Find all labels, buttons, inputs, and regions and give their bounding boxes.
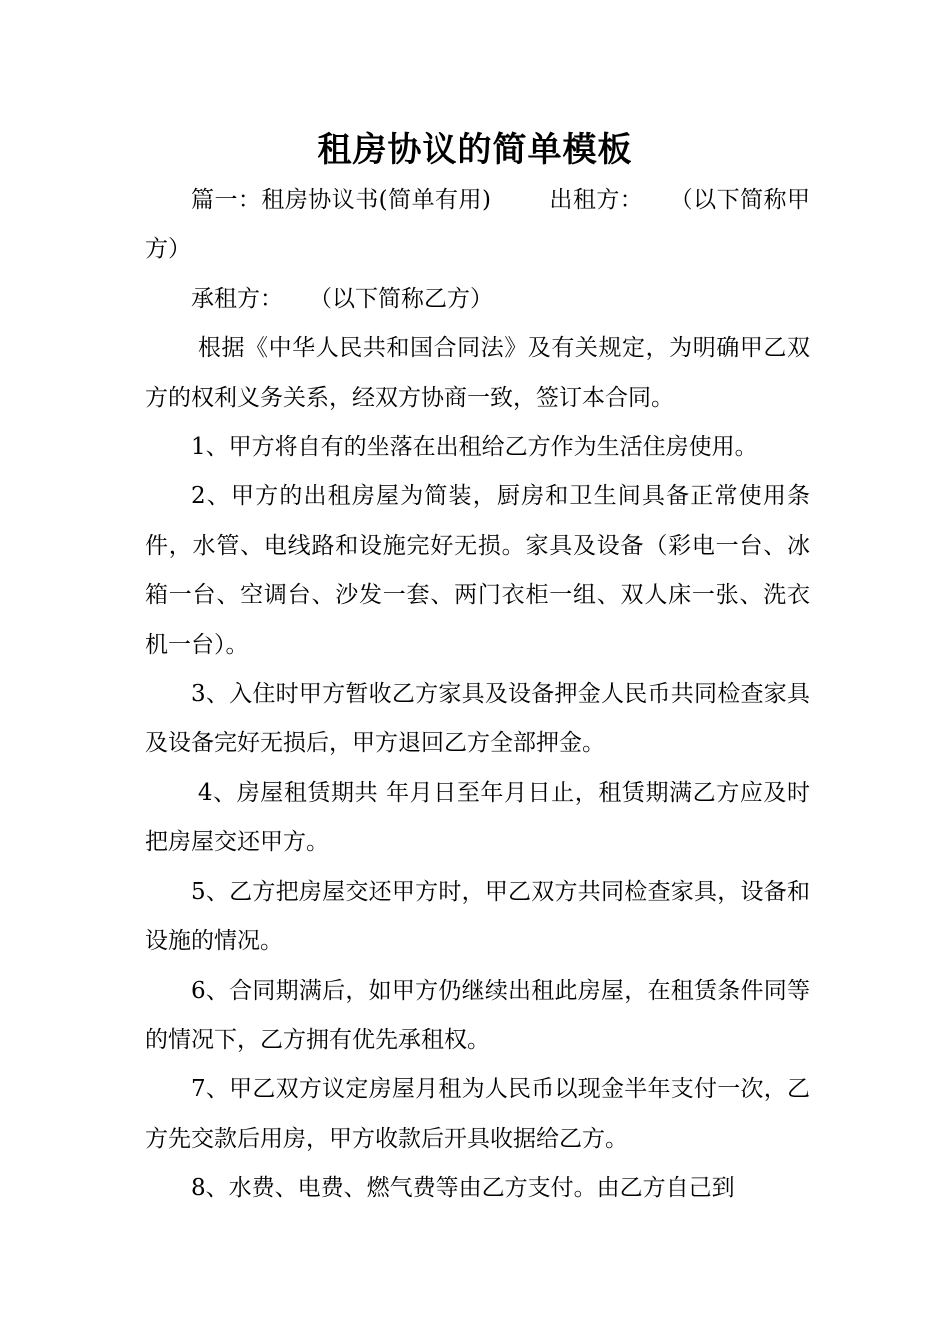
tenant-label: 承租方： [191,285,283,312]
clause-paragraph: 2、甲方的出租房屋为简装，厨房和卫生间具备正常使用条件，水管、电线路和设施完好无损。家具及设备（彩电一台、冰箱一台、空调台、沙发一套、两门衣柜一组、双人床一张、洗衣机一台）。 [145,483,810,658]
clause-paragraph: 5、乙方把房屋交还甲方时，甲乙双方共同检查家具，设备和设施的情况。 [145,878,810,955]
tenant-paragraph [145,275,810,324]
page-title: 租房协议的简单模板 [317,130,633,170]
document-body [145,176,810,1214]
clause-paragraph: 3、入住时甲方暂收乙方家具及设备押金人民币共同检查家具及设备完好无损后，甲方退回乙方全部押金。 [145,681,810,757]
intro-part-3: （以下简称甲方） [145,187,811,263]
intro-paragraph [145,176,810,275]
clause-paragraph: 7、甲乙双方议定房屋月租为人民币以现金半年支付一次，乙方先交款后用房，甲方收款后开具收据给乙方。 [145,1076,810,1152]
clause-paragraph: 6、合同期满后，如甲方仍继续出租此房屋，在租赁条件同等的情况下，乙方拥有优先承租权。 [145,977,810,1053]
tenant-note: （以下简称乙方） [309,285,493,312]
clause-paragraph: 4、房屋租赁期共 年月日至年月日止，租赁期满乙方应及时把房屋交还甲方。 [145,779,810,856]
clause-paragraph: 1、甲方将自有的坐落在出租给乙方作为生活住房使用。 [191,434,758,461]
clause-paragraph: 8、水费、电费、燃气费等由乙方支付。由乙方自己到 [191,1175,735,1202]
clause-paragraph: 根据《中华人民共和国合同法》及有关规定，为明确甲乙双方的权利义务关系，经双方协商一致，签订本合同。 [145,335,810,411]
intro-part-1: 篇一：租房协议书(简单有用) [191,187,491,213]
intro-part-2: 出租方： [548,187,644,213]
